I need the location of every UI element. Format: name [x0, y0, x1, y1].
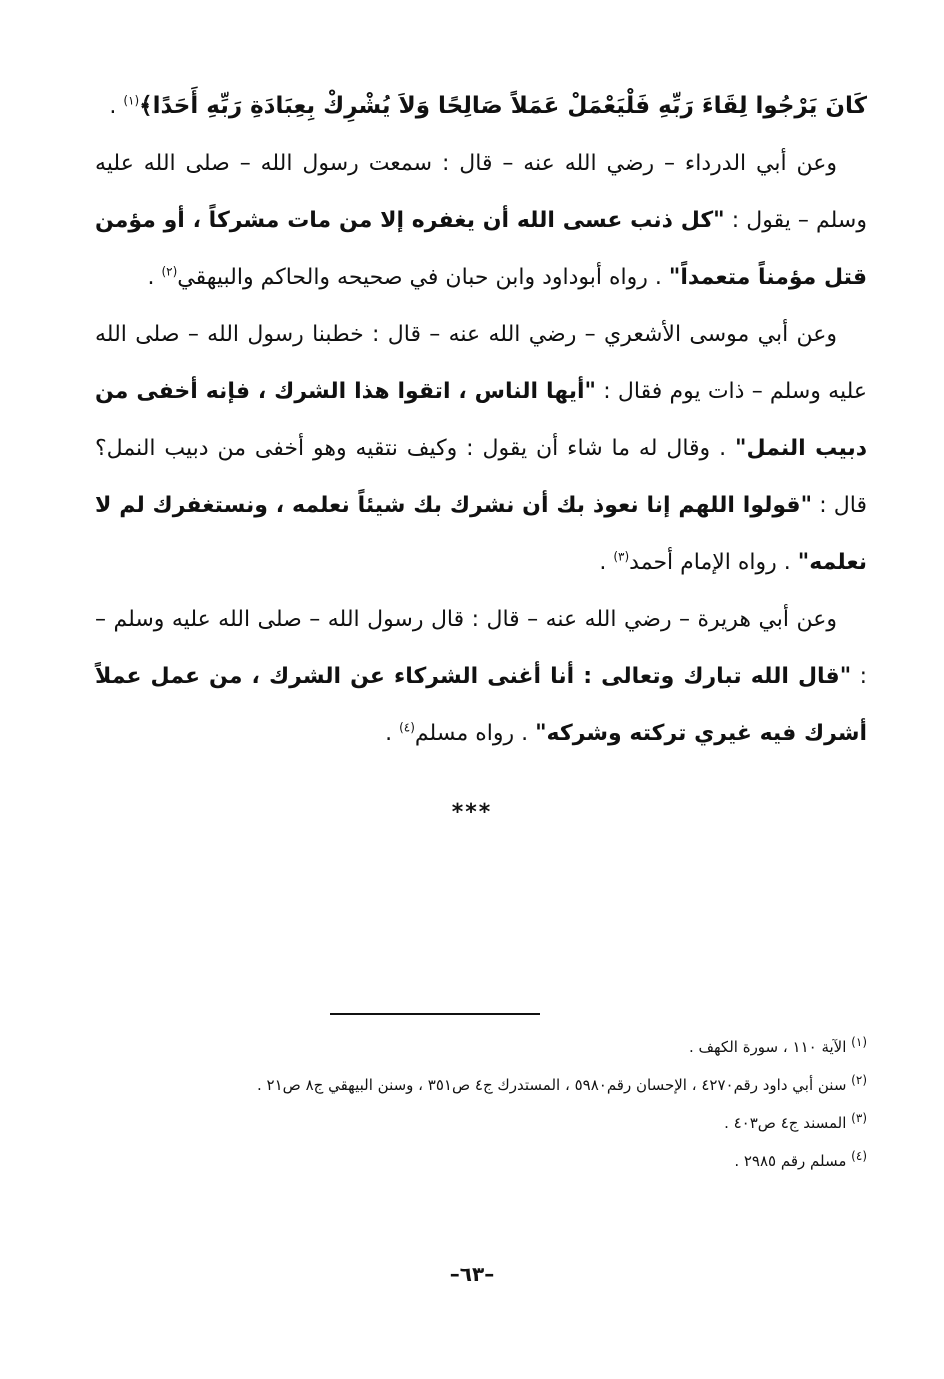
main-text — [95, 78, 867, 762]
footnote-ref: (٣) — [613, 549, 630, 564]
narration-intro: وعن أبي موسى الأشعري – رضي الله عنه – قال : خطبنا رسول الله – صلى الله عليه وسلم – ذات يوم فقال : — [95, 322, 867, 404]
paragraph-end: . — [599, 550, 614, 575]
footnote-divider — [330, 1013, 540, 1015]
footnote-ref: (٢) — [161, 264, 178, 279]
footnote-item — [95, 1104, 867, 1142]
footnote-ref: (١) — [123, 93, 140, 108]
footnote-number: (٢) — [851, 1073, 867, 1087]
narration-source: . رواه مسلم — [414, 721, 536, 746]
footnote-text: سنن أبي داود رقم٤٢٧٠ ، الإحسان رقم٥٩٨٠ ، المستدرك ج٤ ص٣٥١ ، وسنن البيهقي ج٨ ص٢١ . — [257, 1076, 852, 1094]
hadith-text: "كل ذنب عسى الله أن يغفره إلا من مات مشركاً ، أو مؤمن قتل مؤمناً متعمداً" — [95, 208, 867, 290]
footnote-ref: (٤) — [399, 720, 415, 735]
quran-verse-paragraph — [95, 78, 867, 135]
footnote-text: مسلم رقم ٢٩٨٥ . — [734, 1152, 852, 1170]
hadith-paragraph-abu-musa — [95, 306, 867, 591]
footnote-item — [95, 1142, 867, 1180]
footnotes — [95, 1028, 867, 1180]
footnote-item — [95, 1066, 867, 1104]
hadith-paragraph-abu-darda — [95, 135, 867, 306]
footnote-number: (١) — [851, 1035, 867, 1049]
narration-source: . رواه أبوداود وابن حبان في صحيحه والحاكم والبيهقي — [177, 265, 669, 290]
paragraph-end: . — [385, 721, 400, 746]
footnote-number: (٣) — [851, 1111, 867, 1125]
quran-verse: كَانَ يَرْجُوا لِقَاءَ رَبِّهِ فَلْيَعْمَلْ عَمَلاً صَالِحًا وَلاَ يُشْرِكْ بِعِبَادَةِ رَبِّهِ أَحَدًا﴾ — [139, 93, 867, 119]
page-body — [95, 78, 867, 762]
page-number: –٦٣– — [449, 1262, 495, 1286]
hadith-text: "أيها الناس ، اتقوا هذا الشرك ، فإنه أخفى من دبيب النمل" — [95, 379, 868, 461]
hadith-text: "قال الله تبارك وتعالى : أنا أغنى الشركاء عن الشرك ، من عمل عملاً أشرك فيه غيري تركته وشركه" — [95, 664, 867, 746]
narration-source: . رواه الإمام أحمد — [629, 550, 798, 575]
paragraph-end: . — [147, 265, 162, 290]
hadith-text-supplication: "قولوا اللهم إنا نعوذ بك أن نشرك بك شيئاً نعلمه ، ونستغفرك لم لا نعلمه" — [95, 493, 867, 575]
hadith-paragraph-abu-hurayrah — [95, 591, 867, 762]
narration-intro: وعن أبي الدرداء – رضي الله عنه – قال : سمعت رسول الله – صلى الله عليه وسلم – يقول : — [95, 151, 867, 233]
paragraph-end: . — [109, 94, 124, 119]
footnote-text: المسند ج٤ ص٤٠٣ . — [724, 1114, 852, 1132]
narration-middle: . وقال له ما شاء أن يقول : وكيف نتقيه وهو أخفى من دبيب النمل؟ قال : — [95, 436, 867, 518]
footnote-item — [95, 1028, 867, 1066]
section-separator: *** — [451, 800, 493, 825]
narration-intro: وعن أبي هريرة – رضي الله عنه – قال : قال رسول الله – صلى الله عليه وسلم – : — [95, 607, 867, 689]
footnote-number: (٤) — [851, 1149, 867, 1163]
footnote-text: الآية ١١٠ ، سورة الكهف . — [688, 1038, 852, 1056]
